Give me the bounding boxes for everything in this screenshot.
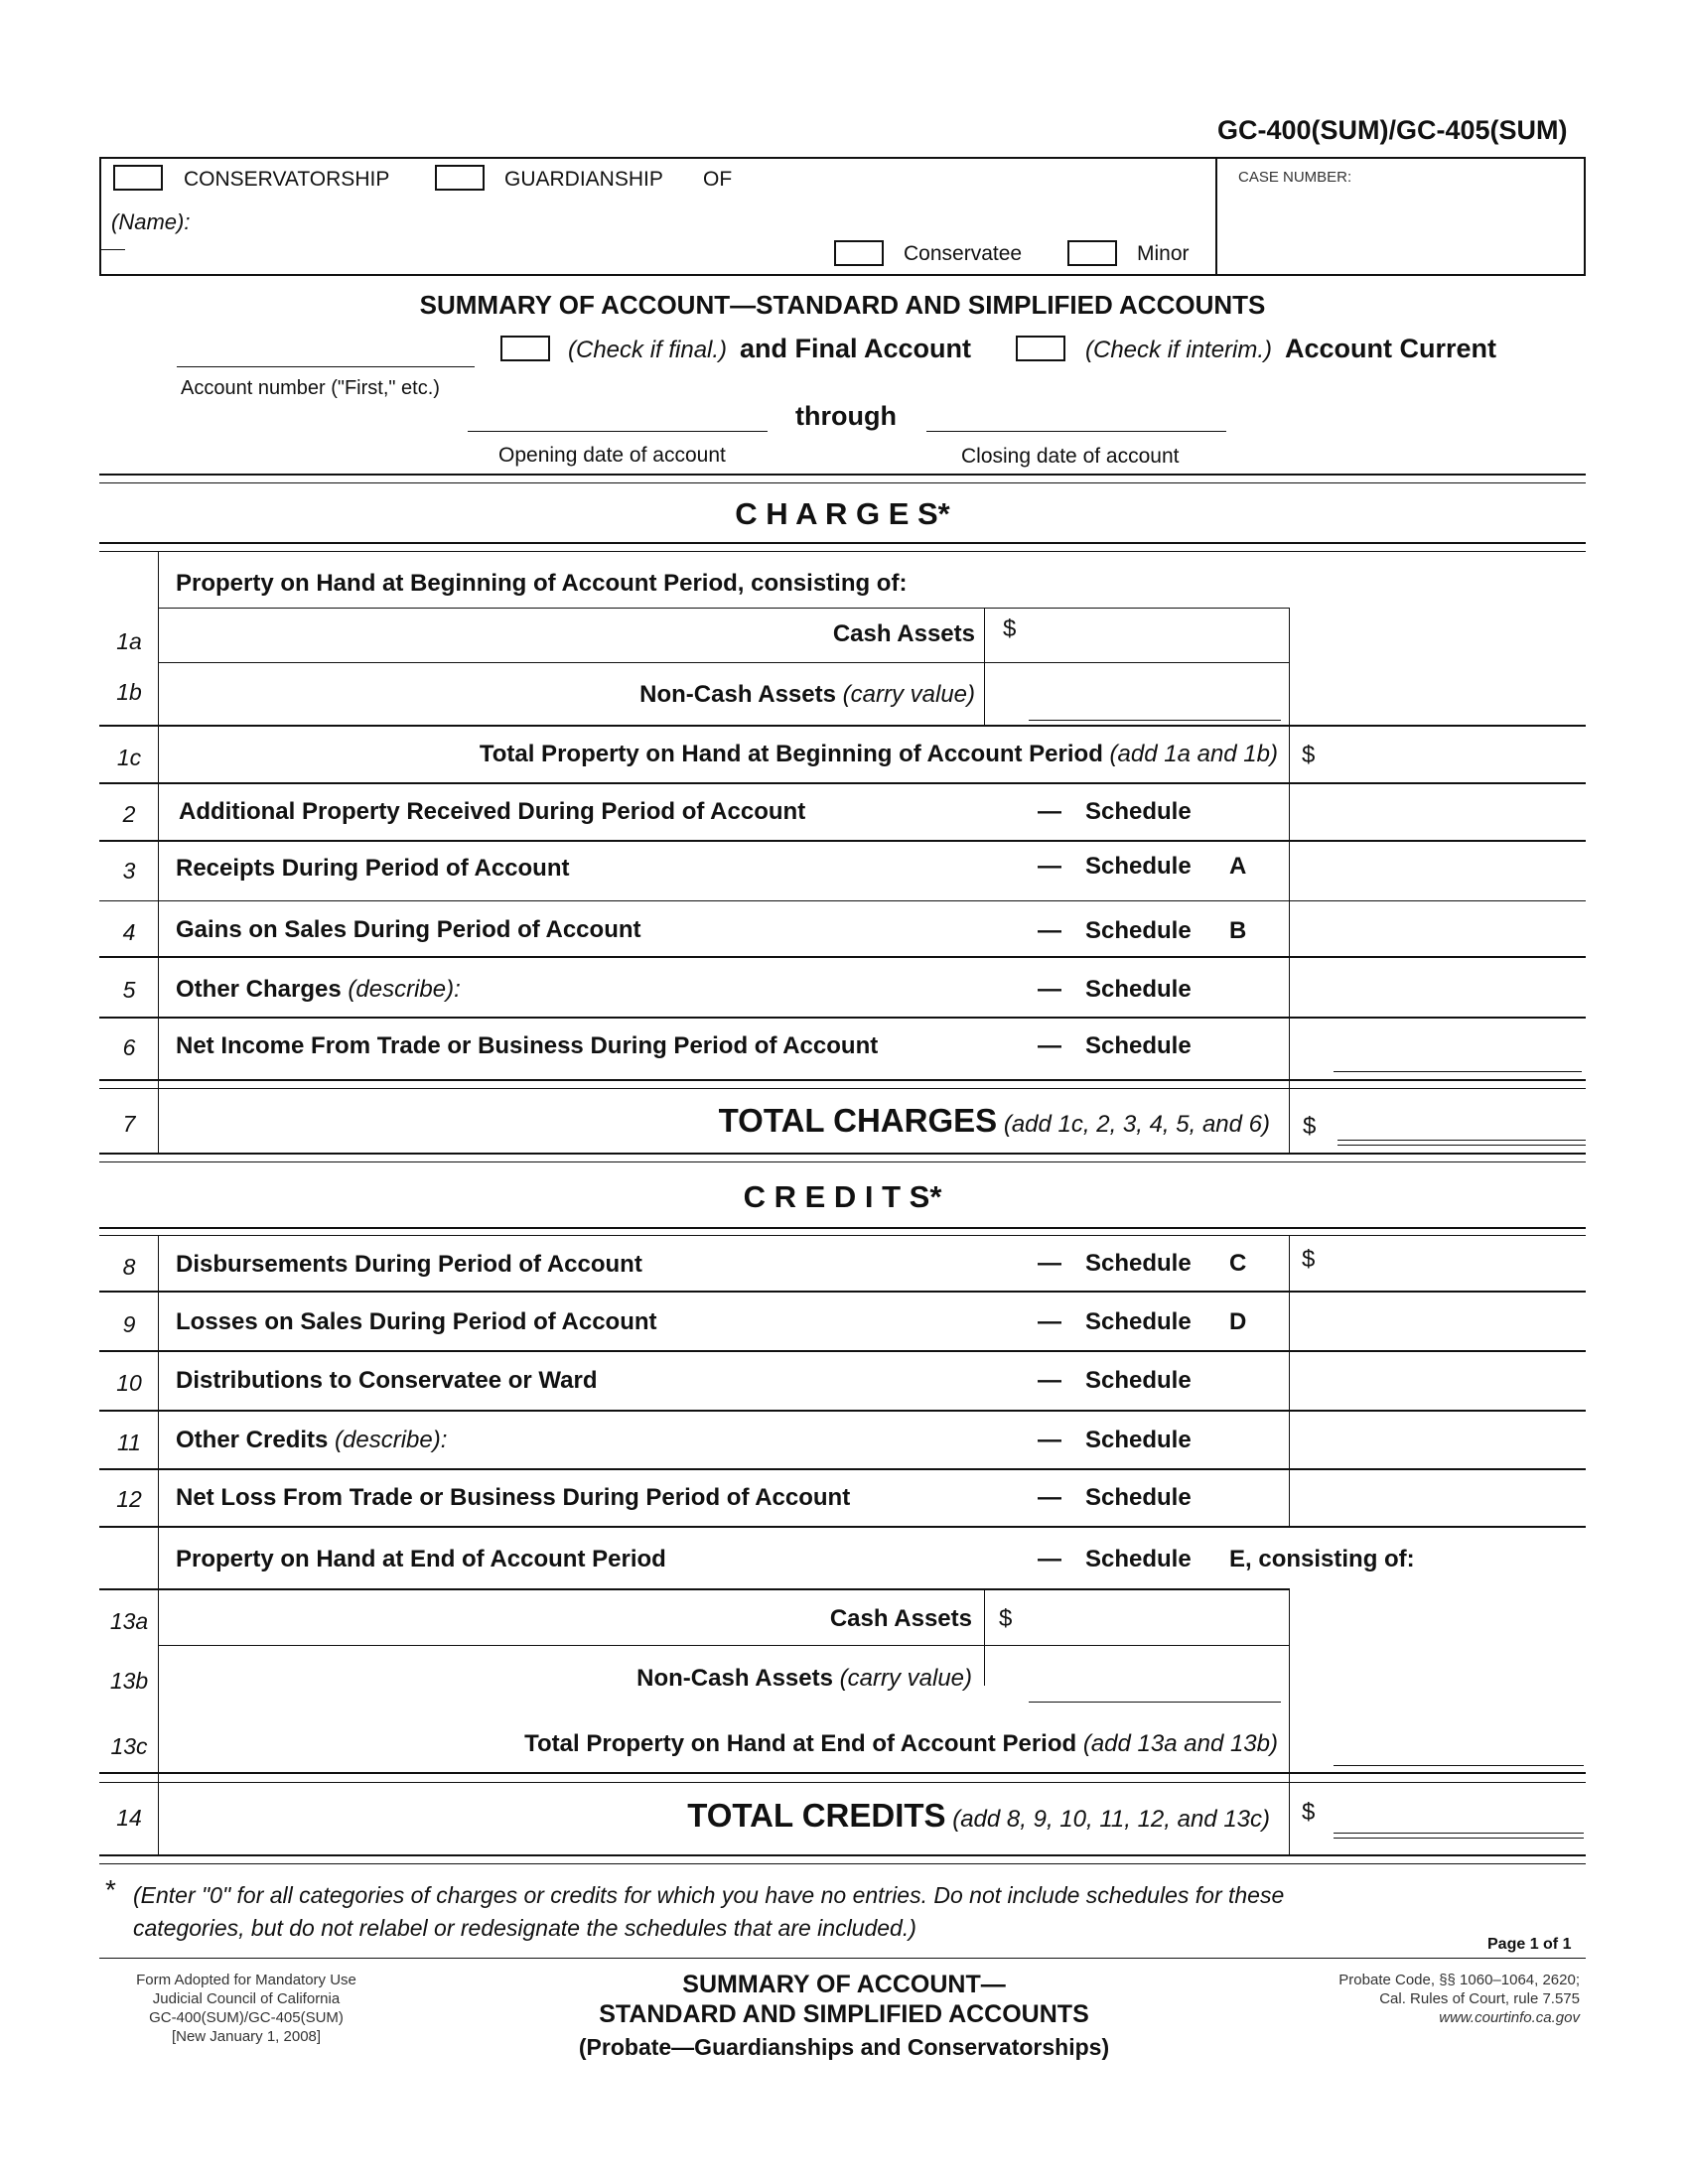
property-end-label: Property on Hand at End of Account Period [176, 1546, 666, 1572]
dash: — [1038, 1484, 1061, 1511]
conservatorship-checkbox[interactable] [113, 165, 163, 191]
schedule-label: Schedule [1085, 976, 1192, 1003]
name-label: (Name): [111, 209, 191, 234]
dash: — [1038, 1427, 1061, 1453]
entry-line[interactable] [1334, 1071, 1582, 1072]
dollar-sign: $ [1302, 1799, 1316, 1826]
schedule-label: Schedule [1085, 1484, 1192, 1511]
schedule-label: Schedule [1085, 853, 1192, 880]
schedule-label: Schedule [1085, 1250, 1192, 1277]
minor-label: Minor [1137, 242, 1190, 265]
row-number: 10 [116, 1370, 142, 1396]
opening-date-line[interactable] [468, 431, 768, 432]
total-credits-14: TOTAL CREDITS (add 8, 9, 10, 11, 12, and 13c) [687, 1797, 1270, 1834]
net-income-6: Net Income From Trade or Business During Period of Account [176, 1032, 879, 1059]
dash: — [1038, 1308, 1061, 1335]
entry-line[interactable] [1334, 1765, 1584, 1766]
row-number: 8 [122, 1254, 136, 1280]
total-property-end-13c: Total Property on Hand at End of Account Period (add 13a and 13b) [524, 1730, 1278, 1757]
dash: — [1038, 798, 1061, 825]
footer-right: Probate Code, §§ 1060–1064, 2620; Cal. Rules of Court, rule 7.575 www.courtinfo.ca.gov [1338, 1972, 1580, 2026]
account-number-line[interactable] [177, 366, 475, 367]
row-number: 13a [109, 1608, 149, 1634]
final-hint: (Check if final.) [568, 337, 728, 363]
row-number: 7 [122, 1111, 136, 1137]
gains-on-sales-4: Gains on Sales During Period of Account [176, 916, 641, 943]
closing-date-line[interactable] [926, 431, 1226, 432]
dash: — [1038, 1546, 1061, 1572]
schedule-label: Schedule [1085, 1546, 1192, 1572]
footnote-star: * [105, 1874, 116, 1905]
through-label: through [795, 401, 897, 431]
entry-line[interactable] [1029, 720, 1281, 721]
row-number: 1c [116, 745, 142, 770]
total-charges-7: TOTAL CHARGES (add 1c, 2, 3, 4, 5, and 6) [718, 1102, 1270, 1139]
interim-checkbox[interactable] [1016, 336, 1065, 361]
row-number: 1b [116, 679, 142, 705]
row-number: 6 [122, 1034, 136, 1060]
property-beginning-label: Property on Hand at Beginning of Account Period, consisting of: [176, 570, 908, 597]
row-number: 1a [116, 628, 142, 654]
footer-left: Form Adopted for Mandatory Use Judicial Council of California GC-400(SUM)/GC-405(SUM) [New January 1, 2008] [136, 1972, 356, 2045]
row-number: 2 [122, 801, 136, 827]
conservatee-checkbox[interactable] [834, 240, 884, 266]
non-cash-assets-1b: Non-Cash Assets (carry value) [639, 681, 975, 708]
dollar-sign: $ [1302, 1246, 1316, 1273]
dollar-sign: $ [1303, 1113, 1317, 1140]
guardianship-label: GUARDIANSHIP [504, 168, 663, 191]
schedule-label: Schedule [1085, 917, 1192, 944]
dollar-sign: $ [999, 1605, 1013, 1632]
entry-line[interactable] [1029, 1702, 1281, 1703]
minor-checkbox[interactable] [1067, 240, 1117, 266]
opening-date-label: Opening date of account [498, 444, 726, 467]
schedule-letter: E, consisting of: [1229, 1546, 1415, 1572]
final-checkbox[interactable] [500, 336, 550, 361]
schedule-letter: C [1229, 1250, 1247, 1277]
schedule-label: Schedule [1085, 1427, 1192, 1453]
cash-assets-1a: Cash Assets [832, 620, 975, 647]
row-number: 14 [116, 1805, 142, 1831]
dollar-sign: $ [1003, 615, 1017, 642]
row-number: 9 [122, 1311, 136, 1337]
dash: — [1038, 917, 1061, 944]
of-label: OF [703, 168, 733, 191]
cash-assets-13a: Cash Assets [829, 1605, 972, 1632]
charges-heading: C H A R G E S* [735, 496, 950, 531]
account-number-label: Account number ("First," etc.) [181, 377, 440, 399]
row-number: 13c [110, 1733, 148, 1759]
net-loss-12: Net Loss From Trade or Business During Period of Account [176, 1484, 851, 1511]
schedule-label: Schedule [1085, 798, 1192, 825]
other-credits-11: Other Credits (describe): [176, 1427, 448, 1453]
case-number-label: CASE NUMBER: [1238, 169, 1352, 186]
footer-center: SUMMARY OF ACCOUNT— STANDARD AND SIMPLIFIED ACCOUNTS (Probate—Guardianships and Conservatorships) [578, 1971, 1110, 2060]
schedule-label: Schedule [1085, 1367, 1192, 1394]
interim-label: Account Current [1285, 334, 1497, 363]
losses-on-sales-9: Losses on Sales During Period of Account [176, 1308, 657, 1335]
footnote-line-2: categories, but do not relabel or redesignate the schedules that are included.) [133, 1915, 916, 1941]
dollar-sign: $ [1302, 742, 1316, 768]
form-title: SUMMARY OF ACCOUNT—STANDARD AND SIMPLIFIED ACCOUNTS [419, 290, 1266, 320]
conservatorship-label: CONSERVATORSHIP [184, 168, 390, 191]
page-number: Page 1 of 1 [1487, 1936, 1572, 1953]
schedule-letter: B [1229, 917, 1247, 944]
footnote-line-1: (Enter "0" for all categories of charges or credits for which you have no entries. Do not include schedules for these [133, 1882, 1285, 1908]
additional-property-2: Additional Property Received During Period of Account [179, 798, 806, 825]
dash: — [1038, 853, 1061, 880]
receipts-3: Receipts During Period of Account [176, 855, 570, 882]
dash: — [1038, 1032, 1061, 1059]
entry-line[interactable] [1334, 1833, 1584, 1834]
credits-heading: C R E D I T S* [743, 1179, 942, 1214]
guardianship-checkbox[interactable] [435, 165, 485, 191]
non-cash-assets-13b: Non-Cash Assets (carry value) [636, 1665, 972, 1692]
row-number: 3 [122, 858, 136, 884]
row-number: 12 [116, 1486, 142, 1512]
row-number: 13b [109, 1668, 149, 1694]
row-number: 11 [117, 1430, 141, 1455]
form-id: GC-400(SUM)/GC-405(SUM) [1217, 115, 1568, 145]
schedule-letter: A [1229, 853, 1247, 880]
total-property-beginning-1c: Total Property on Hand at Beginning of Account Period (add 1a and 1b) [479, 741, 1278, 767]
row-number: 4 [122, 919, 136, 945]
dash: — [1038, 1367, 1061, 1394]
interim-hint: (Check if interim.) [1085, 337, 1273, 363]
closing-date-label: Closing date of account [961, 445, 1180, 468]
distributions-10: Distributions to Conservatee or Ward [176, 1367, 598, 1394]
conservatee-label: Conservatee [904, 242, 1023, 265]
dash: — [1038, 1250, 1061, 1277]
schedule-label: Schedule [1085, 1308, 1192, 1335]
disbursements-8: Disbursements During Period of Account [176, 1251, 642, 1278]
other-charges-5: Other Charges (describe): [176, 976, 461, 1003]
row-number: 5 [122, 977, 136, 1003]
schedule-label: Schedule [1085, 1032, 1192, 1059]
final-label: and Final Account [740, 334, 972, 363]
dash: — [1038, 976, 1061, 1003]
entry-line[interactable] [1337, 1140, 1586, 1141]
schedule-letter: D [1229, 1308, 1247, 1335]
